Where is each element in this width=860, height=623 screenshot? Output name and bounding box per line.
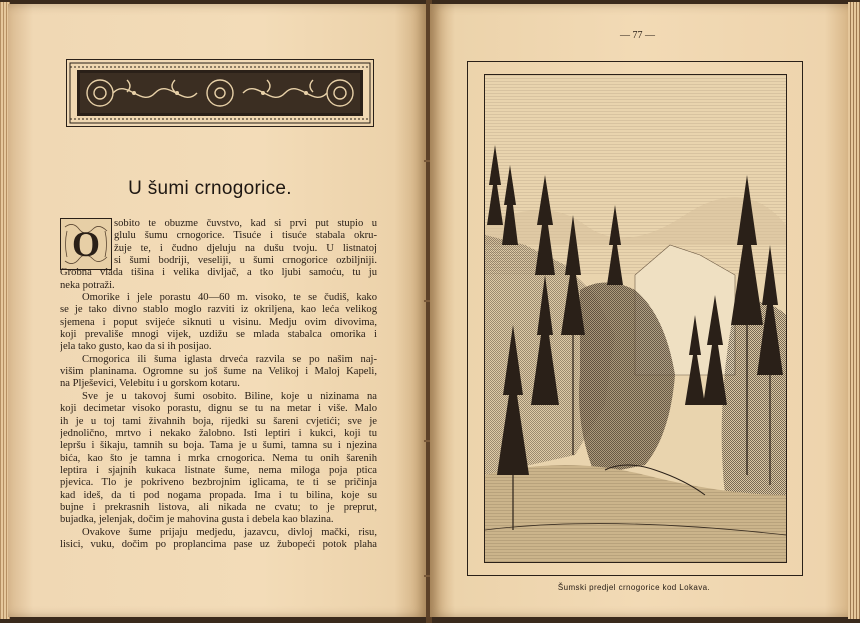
forest-illustration [484,74,787,563]
text-line: sobito te obuzme čuvstvo, kad si prvi put stupio u [114,218,377,229]
text-line: Ovakove šume prijaju medjedu, jazavcu, divloj mački, risu, [82,526,377,538]
text-line: si šumi bodriji, veseliji, u šumi crnogorice ozbiljniji. [114,255,377,267]
body-text [60,218,377,551]
text-line: kad ideš, da ti pod nogama propada. Ima i tu bilina, koje su [60,489,377,501]
text-line: neka potraži. [60,279,115,291]
text-line: Crnogorica ili šuma iglasta drveća razvila se po našim naj- [82,353,377,365]
text-line: Sve je u takovoj šumi osobito. Biline, koje u nizinama na [82,390,377,402]
text-line: pjevica. Tlo je pokriveno bezbrojnim iglicama, te ti se pričinja [60,477,377,489]
text-line: koji decimetar visoko porastu, dignu se tu na metar i više. Malo [60,403,377,415]
text-line: na Plješevici, Velebitu i u gorskom kotaru. [60,378,240,390]
illustration-caption: Šumski predjel crnogorice kod Lokava. [557,583,711,592]
page-number: — 77 — [620,30,655,41]
text-line: glulu šumu crnogorice. Tisuće i tisuće stabala okru- [114,230,377,242]
text-line: lisici, vuku, dočim po proplancima pase uz žubореći potok plaha [60,538,377,550]
text-line: bića, kao što je tamna i mrka crnogorica. Nema tu onih šarenih [60,452,377,464]
page-edges-right [848,2,860,619]
text-line: lepršu i šikaju, tamnih su boja. Tama je u šumi, tamna su i njezina [60,440,377,452]
text-line: koji prevališe mnogi vijek, uzdižu se mlada stabalca omorika i [60,329,377,341]
chapter-title: U šumi crnogorice. [128,178,292,199]
text-line: žuje te, i čudno djeluju na dušu tvoju. U listnatoj [114,242,377,254]
drop-cap-letter: O [71,224,100,264]
text-line: leptira i sjajnih kukaca listnate šume, nema miloga poja ptica [60,464,377,476]
text-line: jednolično, mrtvo i nekako žalobno. Isti leptiri i kukci, koji tu [60,427,377,439]
header-ornament [66,59,374,127]
text-line: bujne i prekrasnih listova, ali nikada ne cvatu; to je preprut, [60,501,377,513]
text-line: bujadka, jelenjak, dočim je mahovina gusta i debela kao blazina. [60,514,334,526]
text-line: Omorike i jele porastu 40—60 m. visoko, te se čudiš, kako [82,292,377,304]
text-line: sjemena i poput svijeće siknuti u visinu. Medju ovim divovima, [60,316,377,328]
text-line: višim planinama. Ogromne su još šume na Velikoj i Maloj Kapeli, [60,366,377,378]
text-line: se je tako divno stablo moglo razviti iz okriljena, kao leća velikog [60,304,377,316]
text-line: Grobna vlada tišina i velika divljač, a tko ljubi samoću, tu ju [60,267,377,279]
text-line: jela tako gusto, kao da si ih posijao. [60,341,212,353]
text-line: ih je u toj tami živahnih boja, rijedki su šareni cvjetići; sve je [60,415,377,427]
